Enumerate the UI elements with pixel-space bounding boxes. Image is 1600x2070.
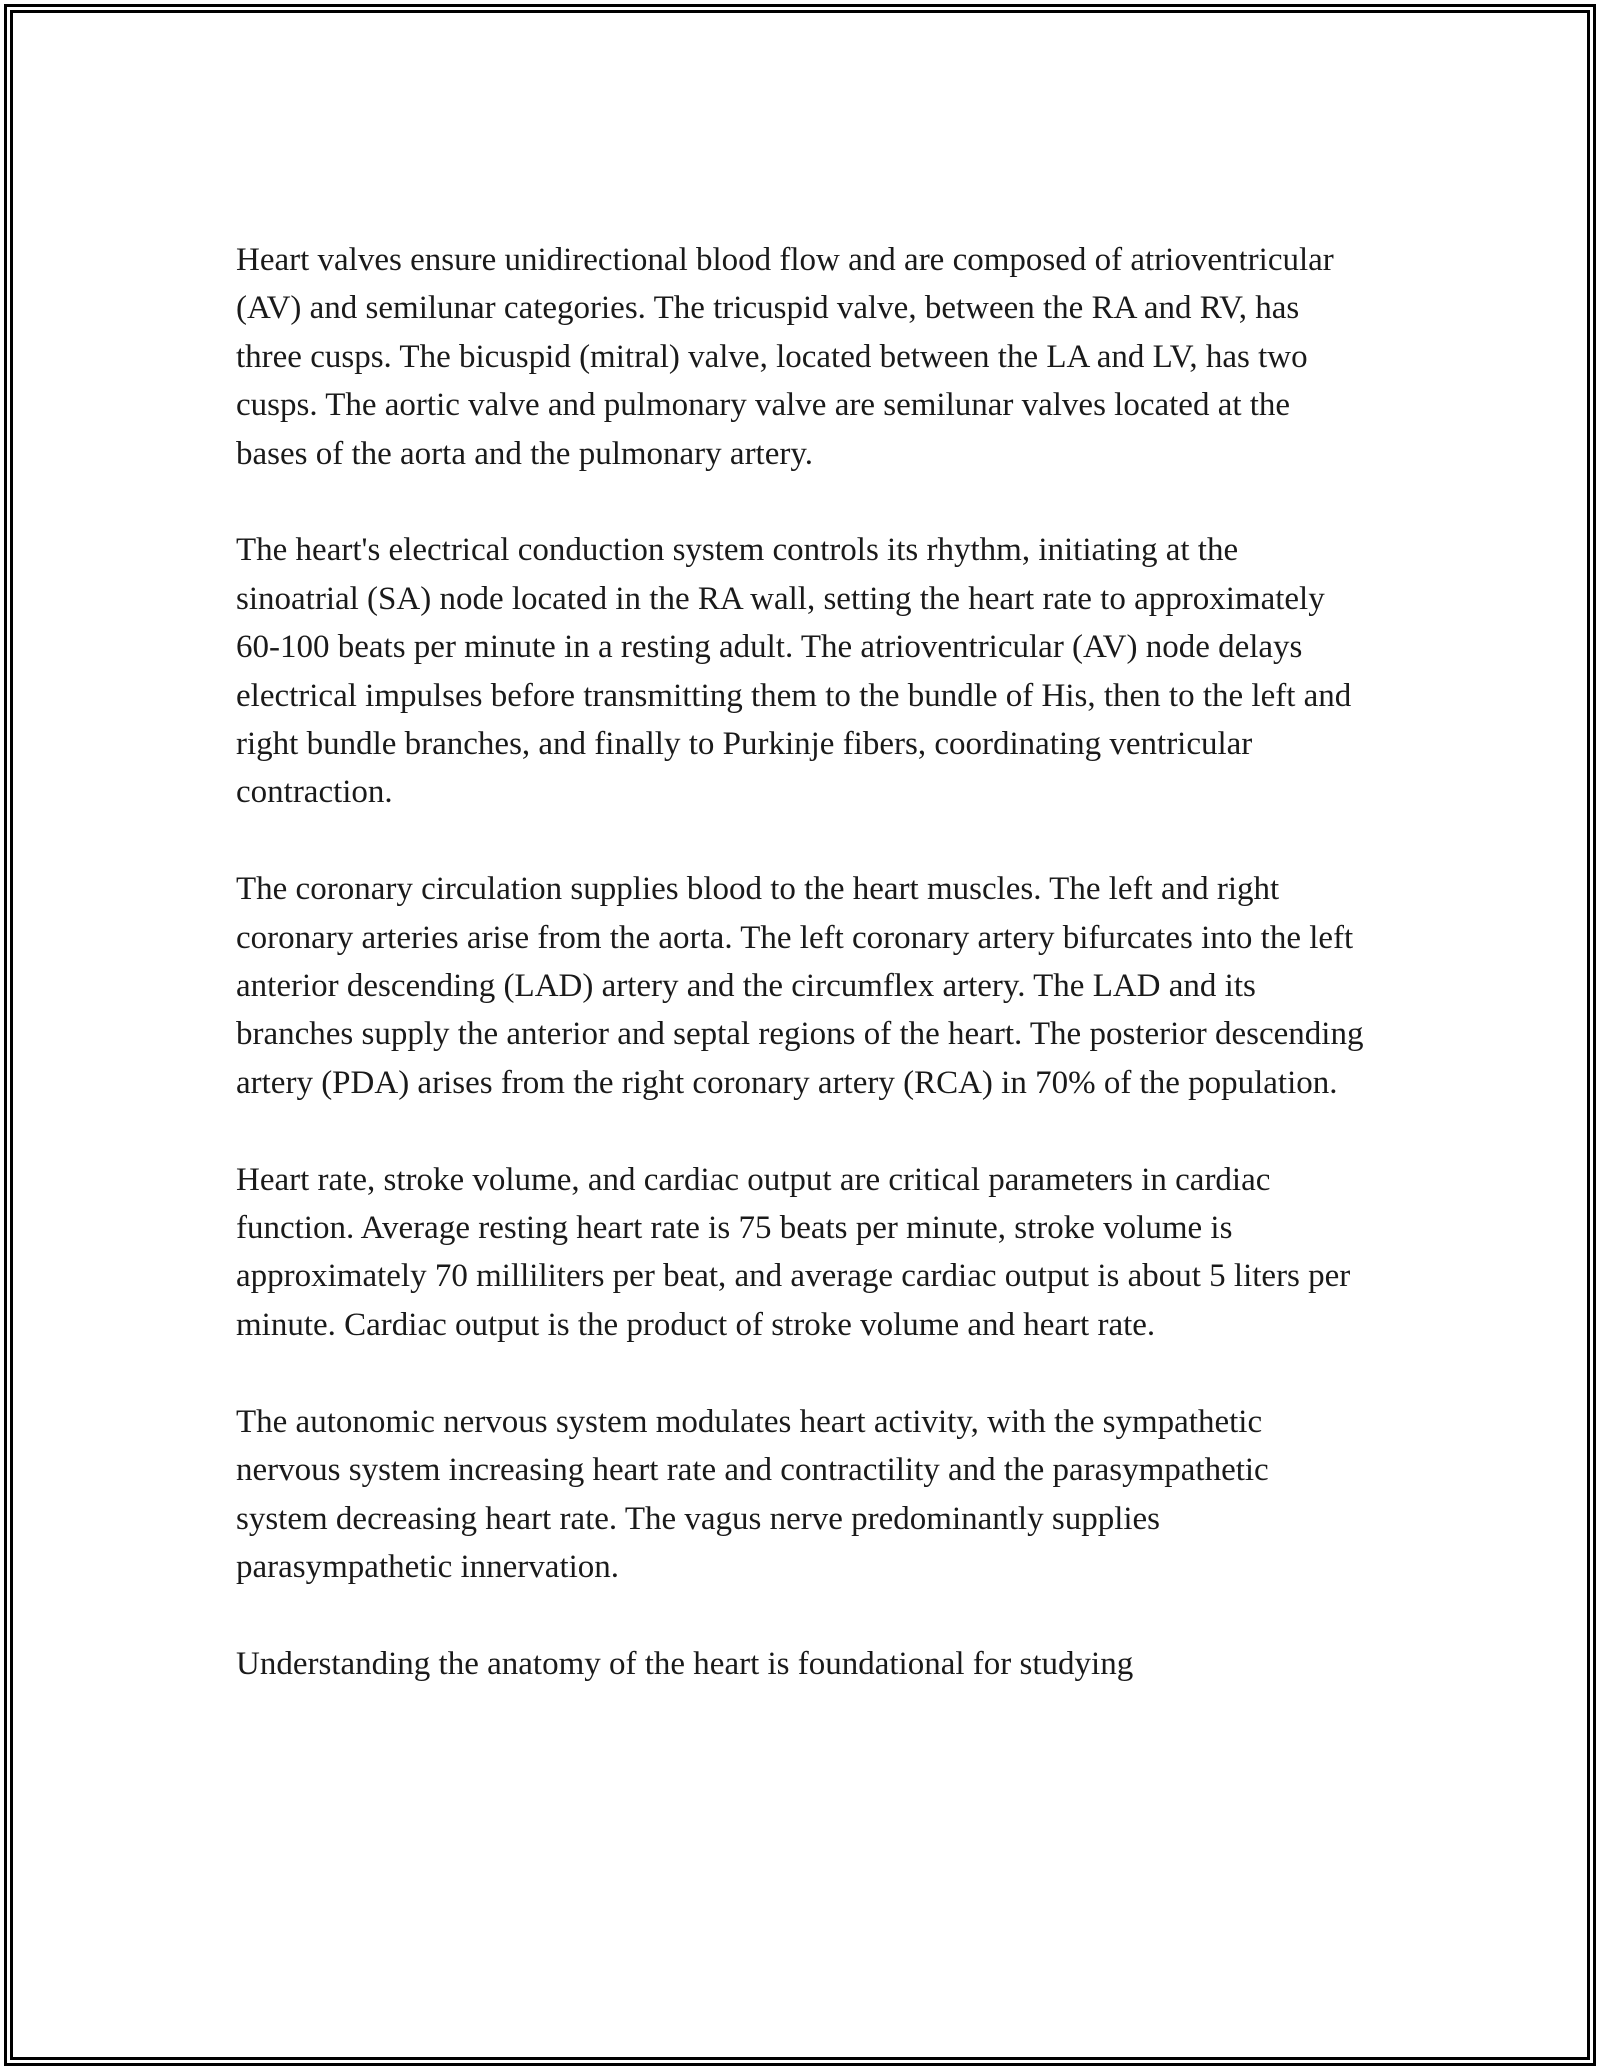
- paragraph-conduction-system: The heart's electrical conduction system controls its rhythm, initiating at the sinoatrial (SA) node located in the RA wall, setting the heart rate to approximately 60-100 beats per minute in a resting adult. The atrioventricular (AV) node delays electrical impulses before transmitting them to the bundle of His, then to the left and right bundle branches, and finally to Purkinje fibers, coordinating ventricular contraction.: [236, 532, 1352, 811]
- paragraph-cardiac-output: Heart rate, stroke volume, and cardiac output are critical parameters in cardiac function. Average resting heart rate is 75 beats per minute, stroke volume is approximately 70 milliliters per beat, and average cardiac output is about 5 liters per minute. Cardiac output is the product of stroke volume and heart rate.: [236, 1161, 1351, 1343]
- document-body: [236, 236, 1366, 1737]
- paragraph-coronary-circulation: The coronary circulation supplies blood to the heart muscles. The left and right coronary arteries arise from the aorta. The left coronary artery bifurcates into the left anterior descending (LAD) artery and the circumflex artery. The LAD and its branches supply the anterior and septal regions of the heart. The posterior descending artery (PDA) arises from the right coronary artery (RCA) in 70% of the population.: [236, 871, 1364, 1101]
- paragraph-heart-valves: Heart valves ensure unidirectional blood flow and are composed of atrioventricular (AV) and semilunar categories. The tricuspid valve, between the RA and RV, has three cusps. The bicuspid (mitral) valve, located between the LA and LV, has two cusps. The aortic valve and pulmonary valve are semilunar valves located at the bases of the aorta and the pulmonary artery.: [236, 242, 1334, 472]
- paragraph-autonomic-nervous-system: The autonomic nervous system modulates heart activity, with the sympathetic nervous system increasing heart rate and contractility and the parasympathetic system decreasing heart rate. The vagus nerve predominantly supplies parasympathetic innervation.: [236, 1403, 1269, 1585]
- paragraph-anatomy-foundation: Understanding the anatomy of the heart is foundational for studying: [236, 1645, 1134, 1682]
